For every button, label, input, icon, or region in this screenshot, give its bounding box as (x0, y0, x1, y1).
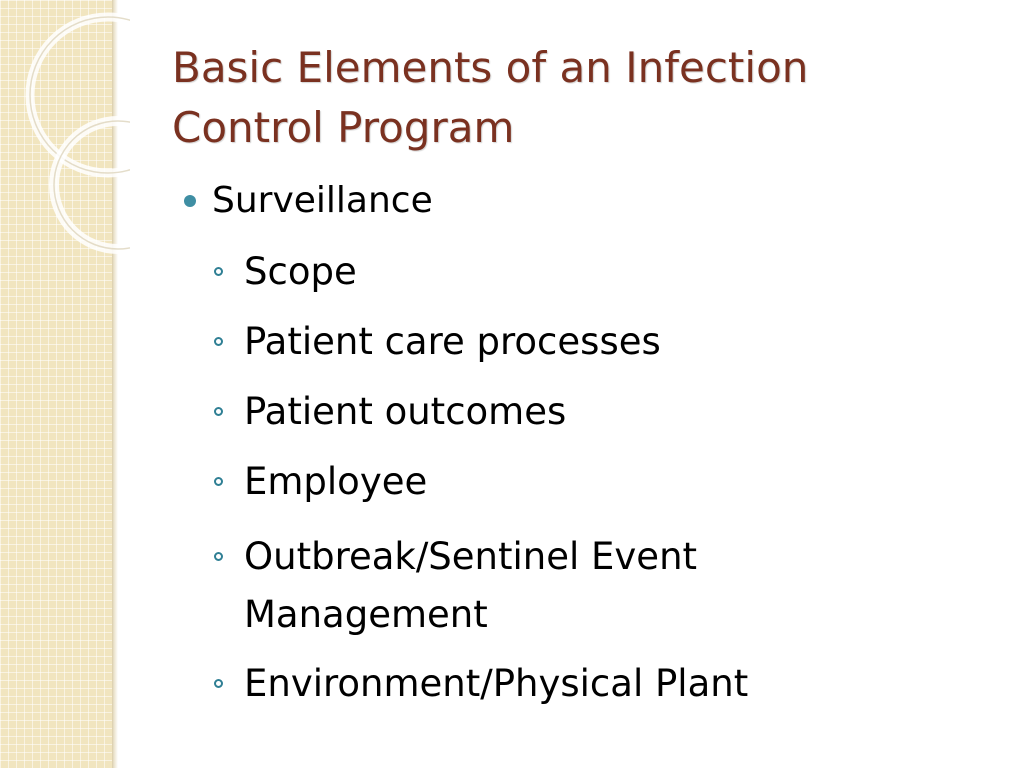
sub-bullet-line: Scope (244, 250, 357, 293)
sub-bullet-patient-outcomes (214, 388, 566, 436)
sub-bullet-label (214, 458, 427, 506)
hollow-circle-bullet-icon (214, 477, 223, 486)
hollow-circle-bullet-icon (214, 267, 223, 276)
sub-bullet-label (214, 528, 697, 644)
slide-title (172, 38, 972, 158)
slide-title-line-1: Basic Elements of an Infection (172, 43, 809, 92)
sub-bullet-scope (214, 248, 357, 296)
sub-bullet-label (214, 388, 566, 436)
sub-bullet-line: Patient care processes (244, 320, 661, 363)
sub-bullet-label (214, 318, 661, 366)
bullet-surveillance (184, 178, 433, 224)
sub-bullet-line: Employee (244, 460, 428, 503)
hollow-circle-bullet-icon (214, 679, 223, 688)
sub-bullet-line: Outbreak/Sentinel Event (244, 535, 698, 578)
sub-bullet-line: Management (244, 593, 488, 636)
sub-bullet-environment-physical-plant (214, 660, 748, 708)
slide-title-line-2: Control Program (172, 103, 515, 152)
decorative-rings-icon (0, 0, 130, 260)
filled-circle-bullet-icon (184, 195, 196, 207)
sub-bullet-employee (214, 458, 427, 506)
hollow-circle-bullet-icon (214, 552, 223, 561)
sub-bullet-line: Patient outcomes (244, 390, 567, 433)
hollow-circle-bullet-icon (214, 337, 223, 346)
sub-bullet-outbreak-management (214, 528, 697, 644)
sub-bullet-line: Environment/Physical Plant (244, 662, 749, 705)
sub-bullet-label (214, 660, 748, 708)
sub-bullet-label (214, 248, 357, 296)
bullet-label: Surveillance (212, 180, 433, 221)
sub-bullet-patient-care-processes (214, 318, 661, 366)
hollow-circle-bullet-icon (214, 407, 223, 416)
